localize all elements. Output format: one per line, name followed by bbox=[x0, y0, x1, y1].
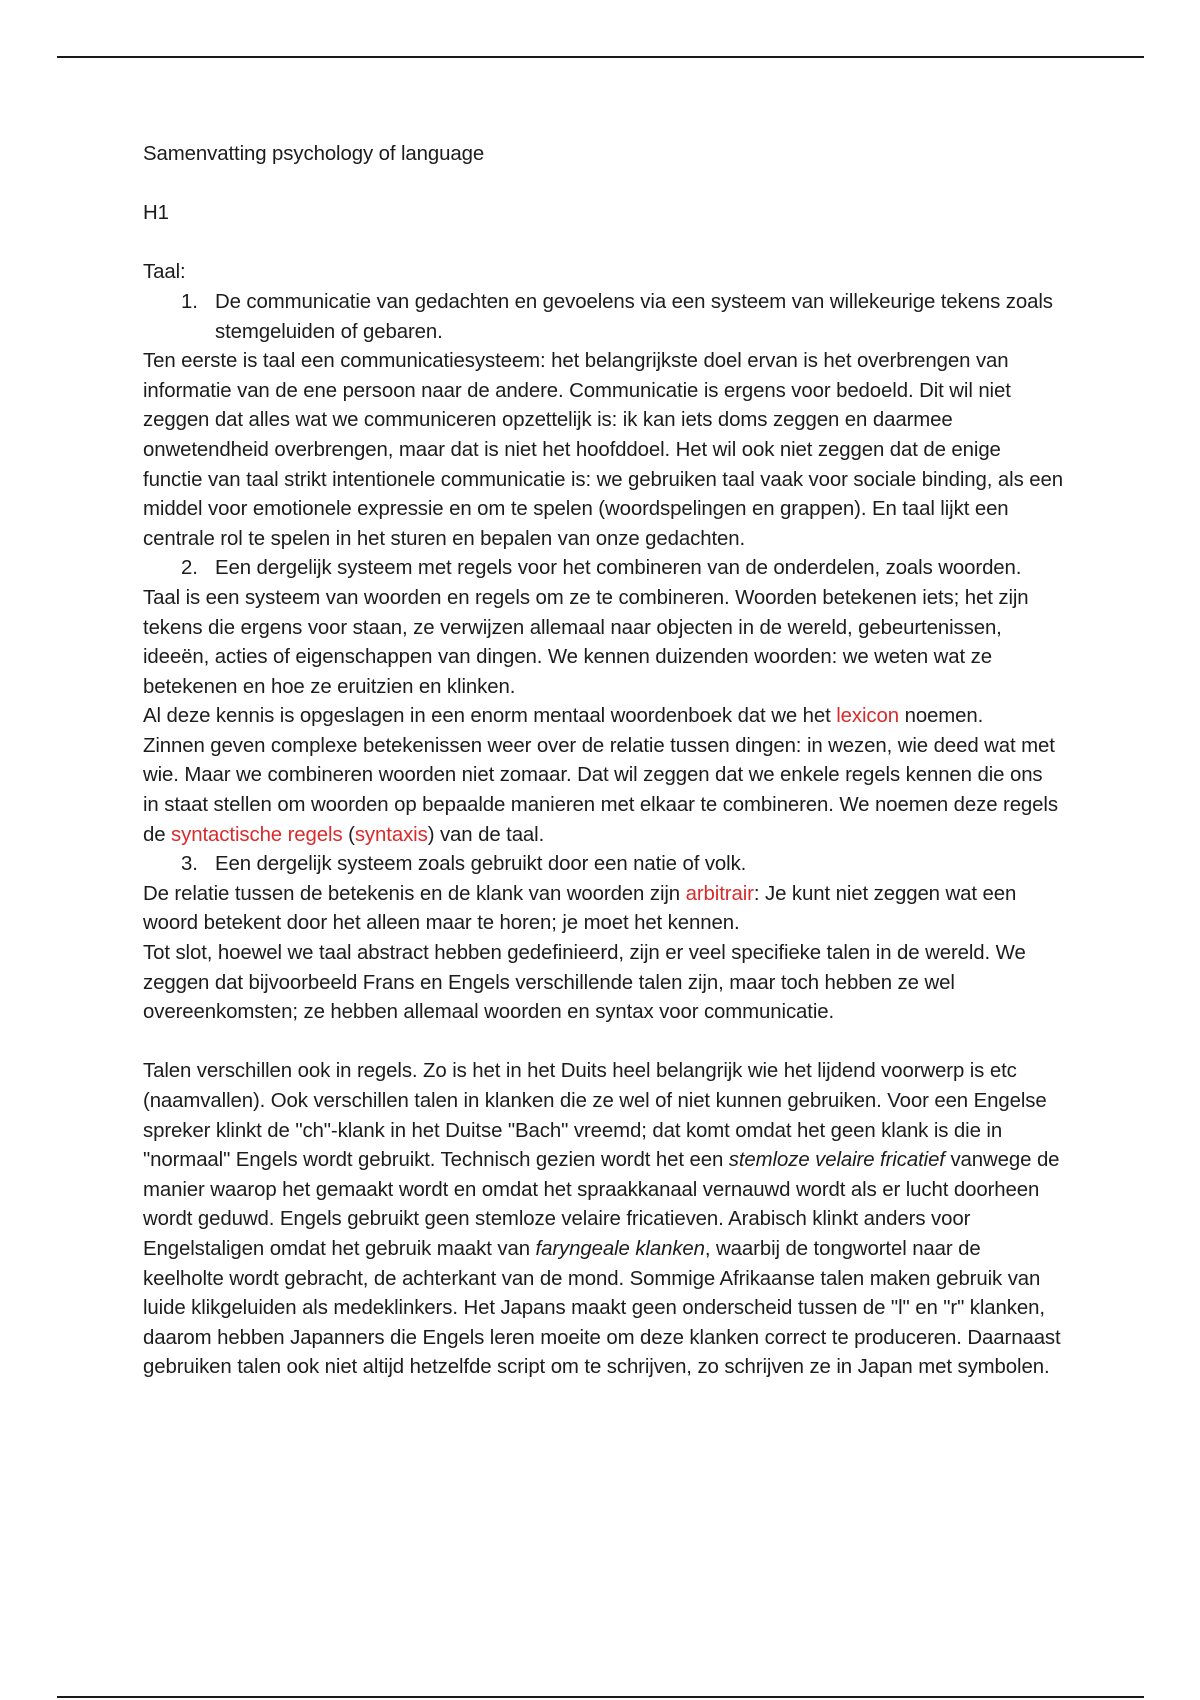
term-syntactische-regels: syntactische regels bbox=[171, 823, 343, 846]
text-run: Zinnen geven complexe betekenissen weer over de relatie tussen dingen: in wezen, wie deed wat met wie. Maar we combineren woorden niet zomaar. Dat wil zeggen dat we enkele regels kennen die ons in staat stellen om woorden op bepaalde manieren met elkaar te combineren. We noemen deze regels de bbox=[143, 734, 1058, 846]
text-run: ( bbox=[342, 823, 355, 846]
document-body bbox=[143, 140, 1063, 1383]
text-run: Al deze kennis is opgeslagen in een enorm mentaal woordenboek dat we het bbox=[143, 705, 837, 728]
text-run: vanwege de manier waarop het gemaakt wordt en omdat het spraakkanaal vernauwd wordt als er lucht doorheen wordt geduwd. Engels gebruikt geen stemloze velaire fricatieven. Arabisch klinkt anders voor Engelstaligen omdat het gebruik maakt van bbox=[143, 1149, 1060, 1260]
text-run: , waarbij de tongwortel naar de keelholte wordt gebracht, de achterkant van de mond. Sommige Afrikaanse talen maken gebruik van luide klikgeluiden als medeklinkers. Het Japans maakt geen onderscheid tussen de "l" en "r" klanken, daarom hebben Japanners die Engels leren moeite om deze klanken correct te produceren. Daarnaast gebruiken talen ook niet altijd hetzelfde script om te schrijven, zo schrijven ze in Japan met symbolen. bbox=[143, 1237, 1061, 1379]
header-rule bbox=[57, 56, 1144, 58]
list-text: Een dergelijk systeem met regels voor het combineren van de onderdelen, zoals woorden. bbox=[215, 557, 1022, 580]
text-run: ) van de taal. bbox=[427, 823, 545, 846]
paragraph bbox=[143, 1057, 1063, 1383]
list-item bbox=[143, 850, 1063, 880]
list-number: 1. bbox=[181, 290, 198, 313]
paragraph bbox=[143, 880, 1063, 939]
text-run: noemen. bbox=[899, 705, 984, 728]
list-text: Een dergelijk systeem zoals gebruikt door een natie of volk. bbox=[215, 853, 747, 876]
term-arbitrair: arbitrair bbox=[685, 882, 754, 905]
chapter-heading: H1 bbox=[143, 202, 169, 225]
paragraph: Tot slot, hoewel we taal abstract hebben gedefinieerd, zijn er veel specifieke talen in de wereld. We zeggen dat bijvoorbeeld Frans en Engels verschillende talen zijn, maar toch hebben ze wel overeenkomsten; ze hebben allemaal woorden en syntax voor communicatie. bbox=[143, 942, 1026, 1024]
italic-term: faryngeale klanken bbox=[535, 1237, 705, 1260]
term-lexicon: lexicon bbox=[836, 705, 900, 728]
italic-term: stemloze velaire fricatief bbox=[728, 1149, 945, 1172]
list-item bbox=[143, 288, 1063, 347]
paragraph: Taal is een systeem van woorden en regels om ze te combineren. Woorden betekenen iets; het zijn tekens die ergens voor staan, ze verwijzen allemaal naar objecten in de wereld, gebeurtenissen, ideeën, acties of eigenschappen van dingen. We kennen duizenden woorden: we weten wat ze betekenen en hoe ze eruitzien en klinken. bbox=[143, 586, 1029, 698]
list-item bbox=[143, 554, 1063, 584]
taal-label: Taal: bbox=[143, 261, 186, 284]
document-title: Samenvatting psychology of language bbox=[143, 143, 485, 165]
list-text: De communicatie van gedachten en gevoelens via een systeem van willekeurige tekens zoals stemgeluiden of gebaren. bbox=[215, 290, 1053, 343]
text-run: Talen verschillen ook in regels. Zo is het in het Duits heel belangrijk wie het lijdend voorwerp is etc (naamvallen). Ook verschillen talen in klanken die ze wel of niet kunnen gebruiken. Voor een Engelse spreker klinkt de "ch"-klank in het Duitse "Bach" vreemd; dat komt omdat het geen klank is die in "normaal" Engels wordt gebruikt. Technisch gezien wordt het een bbox=[143, 1060, 1047, 1172]
paragraph bbox=[143, 702, 1063, 732]
text-run: De relatie tussen de betekenis en de klank van woorden zijn bbox=[143, 882, 686, 905]
paragraph bbox=[143, 732, 1063, 850]
list-number: 3. bbox=[181, 853, 198, 876]
paragraph: Ten eerste is taal een communicatiesysteem: het belangrijkste doel ervan is het overbrengen van informatie van de ene persoon naar de andere. Communicatie is ergens voor bedoeld. Dit wil niet zeggen dat alles wat we communiceren opzettelijk is: ik kan iets doms zeggen en daarmee onwetendheid overbrengen, maar dat is niet het hoofddoel. Het wil ook niet zeggen dat de enige functie van taal strikt intentionele communicatie is: we gebruiken taal vaak voor sociale binding, als een middel voor emotionele expressie en om te spelen (woordspelingen en grappen). En taal lijkt een centrale rol te spelen in het sturen en bepalen van onze gedachten. bbox=[143, 350, 1063, 550]
term-syntaxis: syntaxis bbox=[354, 823, 428, 846]
list-number: 2. bbox=[181, 557, 198, 580]
text-run: : Je kunt niet zeggen wat een woord betekent door het alleen maar te horen; je moet het kennen. bbox=[143, 882, 1017, 935]
footer-rule bbox=[57, 1696, 1144, 1698]
